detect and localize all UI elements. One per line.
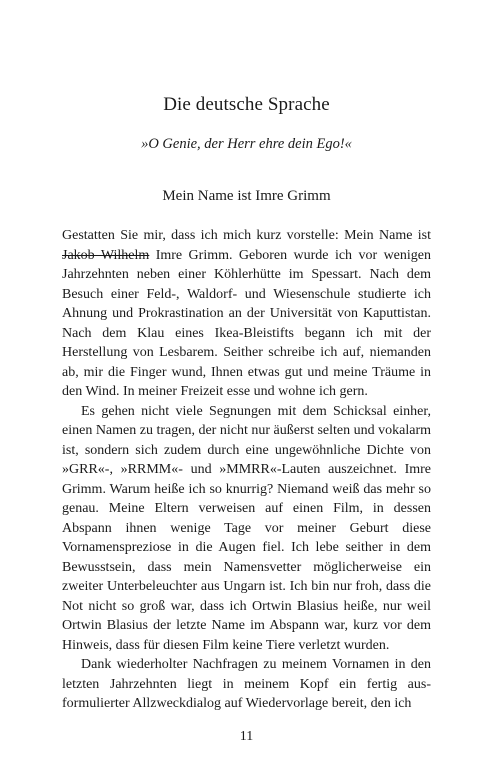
paragraph-1-start: Gestatten Sie mir, dass ich mich kurz vorstelle: Mein Name ist [62,228,431,243]
section-title: Mein Name ist Imre Grimm [162,188,331,204]
page-number: 11 [239,729,254,744]
chapter-title: Die deutsche Sprache [163,94,330,115]
paragraph-3: Dank wiederholter Nachfragen zu meinem Vornamen in den letzten Jahrzehnten liegt in meinem Kopf ein fertig ausformulierter Allzweckdialog auf Wiedervorlage bereit, den ich [62,657,431,711]
struck-name: Jakob Wilhelm [62,247,150,263]
chapter-epigraph: »O Genie, der Herr ehre dein Ego!« [141,136,352,152]
paragraph-1-rest: Imre Grimm. Geboren wurde ich vor wenigen Jahrzehnten neben einer Köhlerhütte im Spessart. Nach dem Besuch einer Feld-, Waldorf- und Wiesenschule studierte ich Ahnung und Prokrastination an der Universität von Kaputtistan. Nach dem Klau eines Ikea-Bleistifts begann ich mit der Herstellung von Lesbarem. Seither schreibe ich auf, niemanden ab, mir die Finger wund, Ihnen etwas gut und meine Träume in den Wind. In meiner Freizeit esse und wohne ich gern. [62,247,431,399]
paragraph-2: Es gehen nicht viele Segnungen mit dem Schicksal einher, einen Namen zu tragen, der nicht nur äußerst selten und vokalarm ist, sondern sich zudem durch eine ungewöhnliche Dichte von »GRR«-, »RRMM«- und »MMRR«-Lauten auszeichnet. Imre Grimm. Warum heiße ich so knurrig? Niemand weiß das mehr so genau. Meine Eltern verweisen auf einen Film, in dessen Abspann ihnen wenige Tage vor meiner Geburt diese Vornamenspreziose in die Augen fiel. Ich lebe seither in dem Bewusstsein, dass mein Namensvetter möglicherweise ein zweiter Unterbeleuchter aus Ungarn ist. Ich bin nur froh, dass die Not nicht so groß war, dass ich Ortwin Blasius heiße, nur weil Ortwin Blasius der letzte Name im Abspann war, kurz vor dem Hinweis, dass für diesen Film keine Tiere verletzt wurden. [62,403,431,653]
paragraph-1 [62,226,431,402]
body-text [62,226,431,714]
